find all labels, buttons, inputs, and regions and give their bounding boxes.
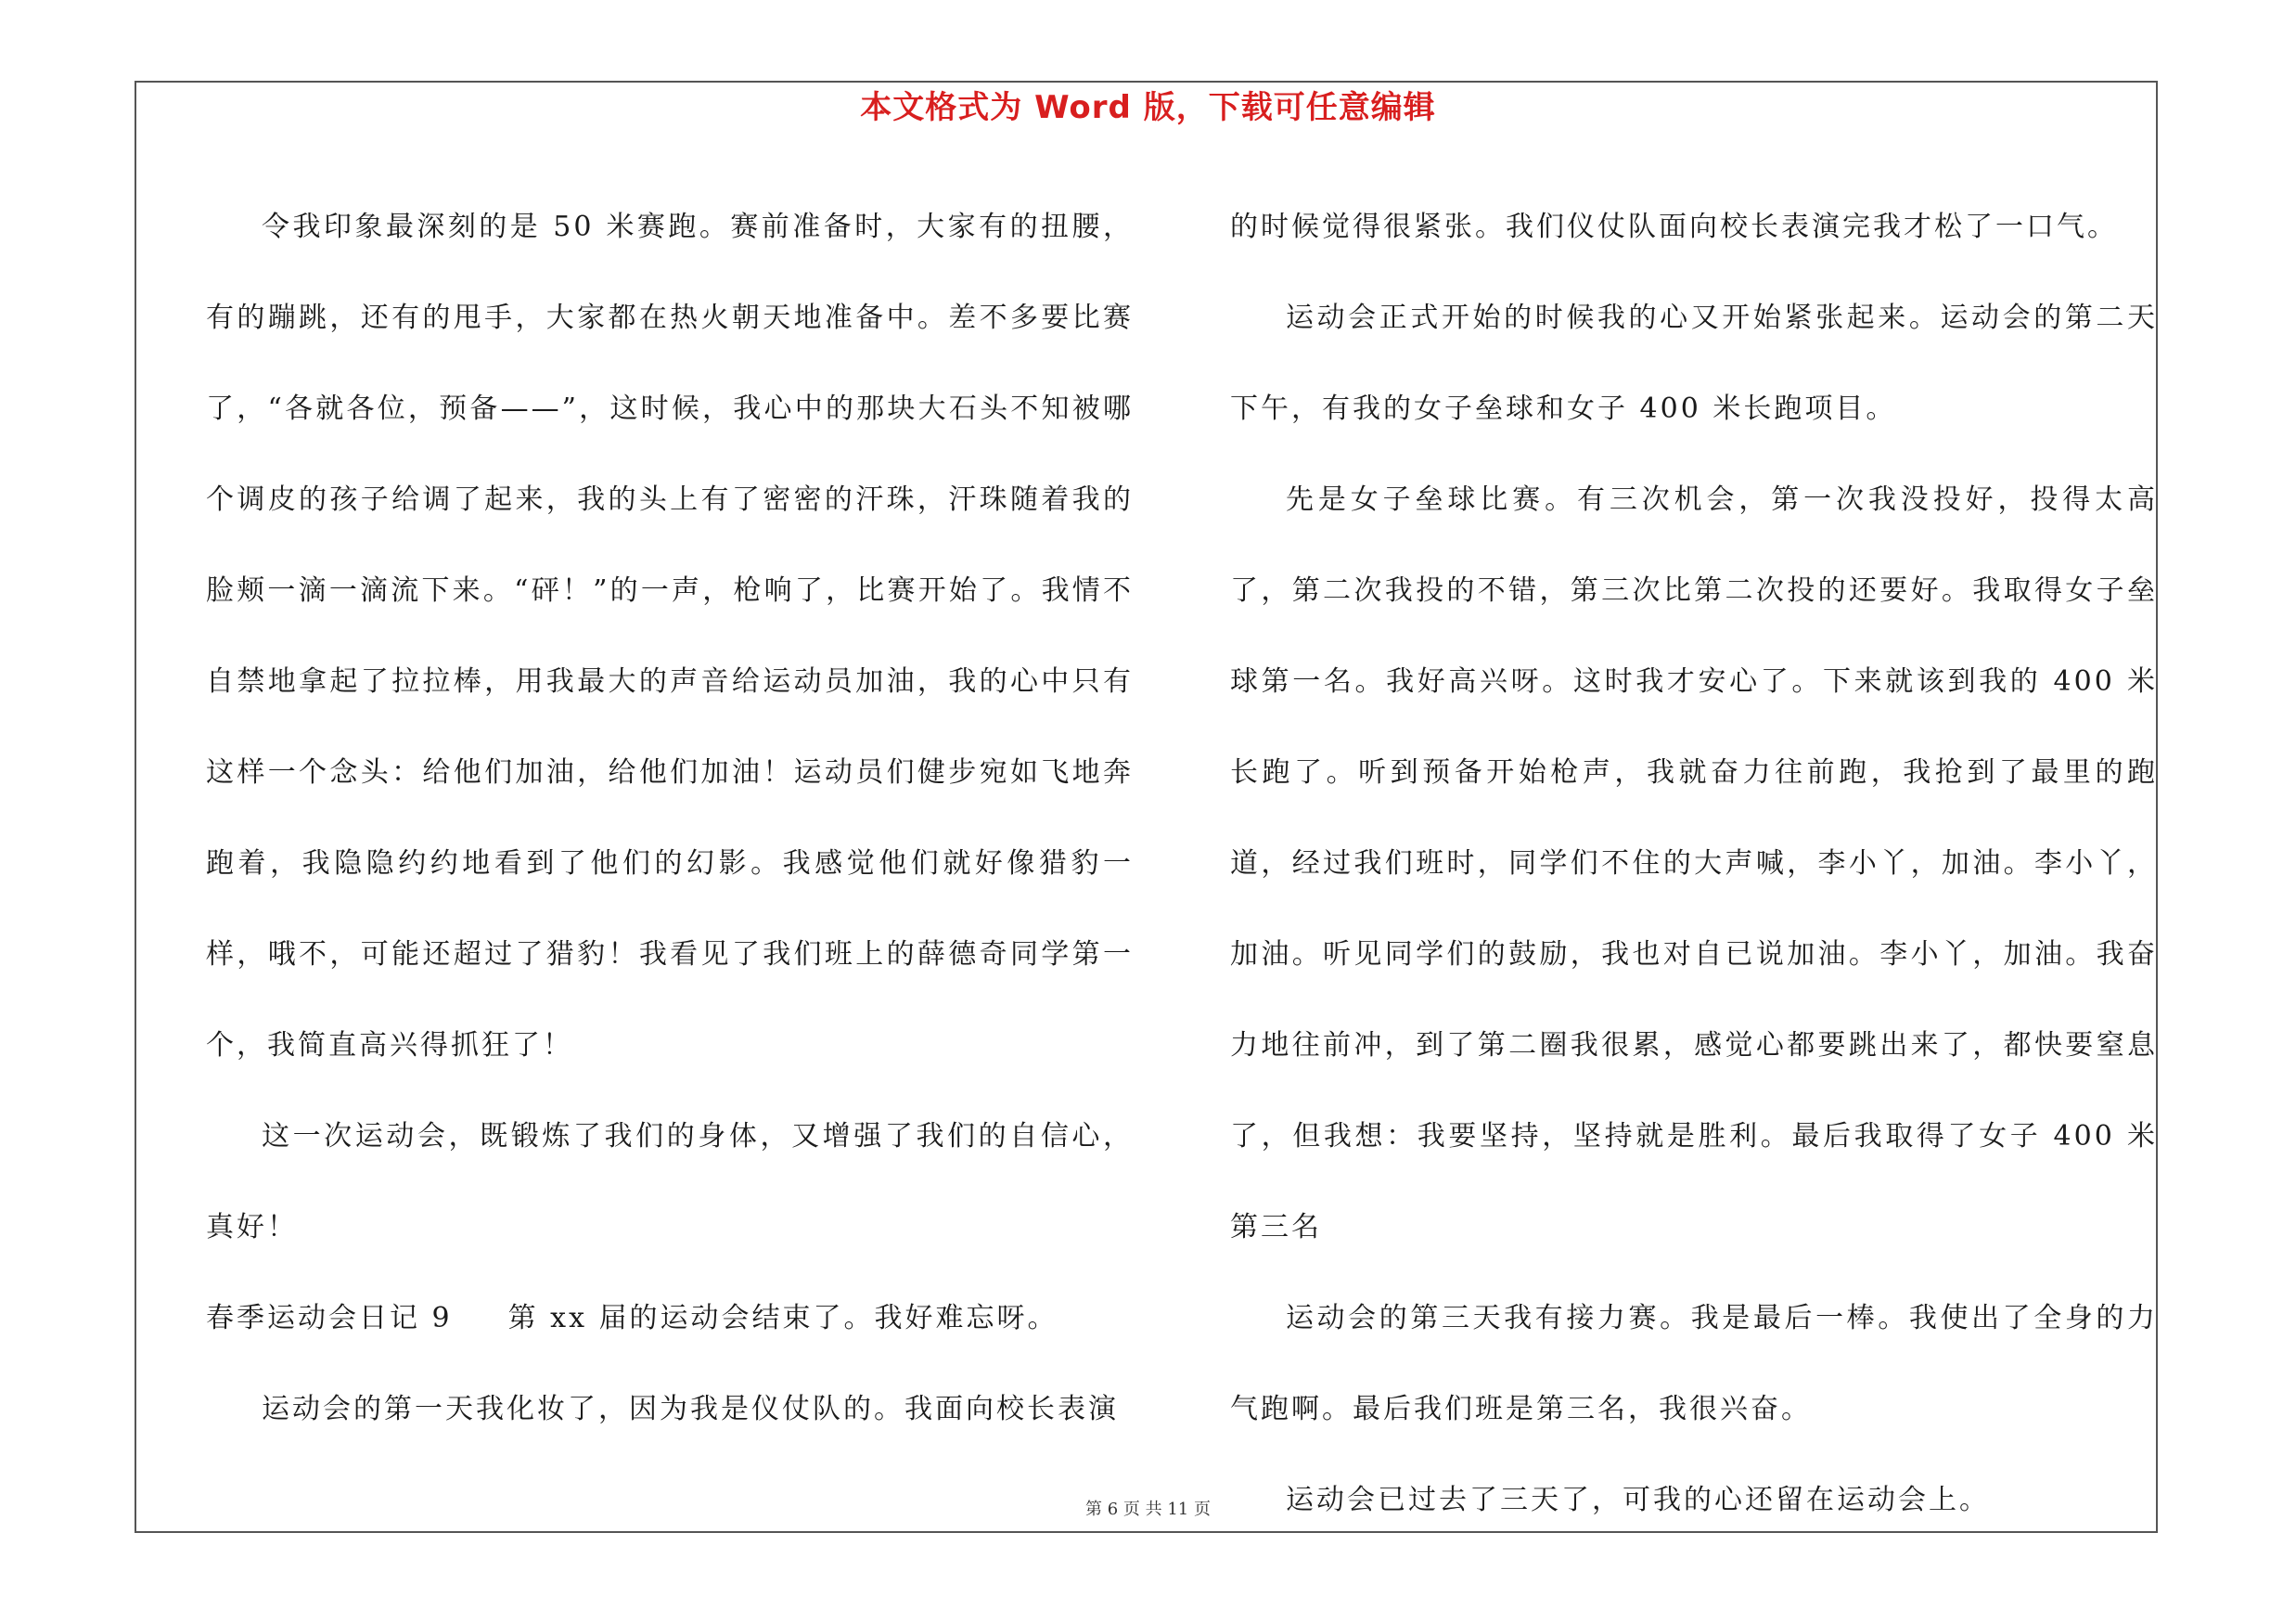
paragraph: 运动会的第一天我化妆了，因为我是仪仗队的。我面向校长表演 (262, 1393, 1119, 1425)
diary-first-line: 第 xx 届的运动会结束了。我好难忘呀。 (507, 1302, 1058, 1334)
diary-heading-line (206, 1273, 1134, 1364)
paragraph: 运动会正式开始的时候我的心又开始紧张起来。运动会的第二天下午，有我的女子垒球和女子 400 米长跑项目。 (1230, 302, 2158, 425)
paragraph: 令我印象最深刻的是 50 米赛跑。赛前准备时，大家有的扭腰，有的蹦跳，还有的甩手，大家都在热火朝天地准备中。差不多要比赛了，“各就各位，预备——”，这时候，我心中的那块大石头不知被哪个调皮的孩子给调了起来，我的头上有了密密的汗珠，汗珠随着我的脸颊一滴一滴流下来。“砰！”的一声，枪响了，比赛开始了。我情不自禁地拿起了拉拉棒，用我最大的声音给运动员加油，我的心中只有这样一个念头：给他们加油，给他们加油！运动员们健步宛如飞地奔跑着，我隐隐约约地看到了他们的幻影。我感觉他们就好像猎豹一样，哦不，可能还超过了猎豹！我看见了我们班上的薛德奇同学第一个，我简直高兴得抓狂了！ (206, 211, 1134, 1062)
paragraph: 先是女子垒球比赛。有三次机会，第一次我没投好，投得太高了，第二次我投的不错，第三次比第二次投的还要好。我取得女子垒球第一名。我好高兴呀。这时我才安心了。下来就该到我的 400 米长跑了。听到预备开始枪声，我就奋力往前跑，我抢到了最里的跑道，经过我们班时，同学们不住的大声喊，李小丫，加油。李小丫，加油。听见同学们的鼓励，我也对自已说加油。李小丫，加油。我奋力地往前冲，到了第二圈我很累，感觉心都要跳出来了，都快要窒息了，但我想：我要坚持，坚持就是胜利。最后我取得了女子 400 米第三名 (1230, 483, 2158, 1243)
right-column (1230, 182, 2158, 1546)
header-banner: 本文格式为 Word 版，下载可任意编辑 (860, 89, 1436, 126)
left-column (206, 182, 1134, 1455)
diary-title: 春季运动会日记 9 (206, 1302, 453, 1334)
paragraph-continuation: 的时候觉得很紧张。我们仪仗队面向校长表演完我才松了一口气。 (1230, 211, 2118, 243)
page-number-footer: 第 6 页 共 11 页 (1085, 1500, 1211, 1519)
paragraph: 这一次运动会，既锻炼了我们的身体，又增强了我们的自信心，真好！ (206, 1120, 1134, 1243)
paragraph: 运动会的第三天我有接力赛。我是最后一棒。我使出了全身的力气跑啊。最后我们班是第三名，我很兴奋。 (1230, 1302, 2158, 1425)
paragraph: 运动会已过去了三天了，可我的心还留在运动会上。 (1286, 1484, 1990, 1516)
